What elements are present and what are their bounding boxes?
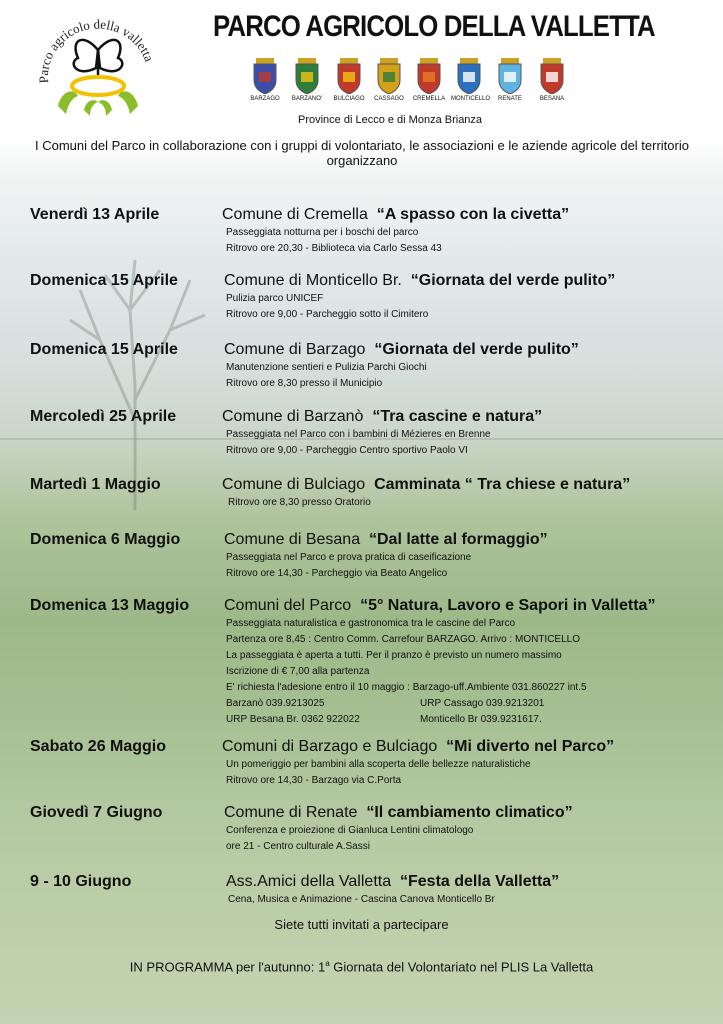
crest-label: CASSAGO [374, 96, 404, 102]
event-heading [222, 476, 630, 494]
crest-label: MONTICELLO [451, 96, 491, 102]
event-heading [224, 272, 615, 290]
event-organizer: Comune di Barzanò [222, 408, 364, 425]
event-organizer: Comuni del Parco [224, 597, 352, 614]
event-title: Camminata “ Tra chiese e natura” [374, 476, 631, 493]
event-date: Martedì 1 Maggio [30, 476, 161, 493]
event-detail: Ritrovo ore 9,00 - Parcheggio Centro sportivo Paolo VI [226, 445, 468, 456]
event-organizer: Comuni di Barzago e Bulciago [222, 738, 438, 755]
event-detail: Ritrovo ore 14,30 - Parcheggio via Beato Angelico [226, 568, 448, 579]
event-heading [222, 408, 542, 426]
event-detail: Iscrizione di € 7,00 alla partenza [226, 666, 370, 677]
event-heading [222, 738, 614, 756]
intro-text: I Comuni del Parco in collaborazione con i gruppi di volontariato, le associazioni e le aziende agricole del territorio organizzano [35, 138, 689, 168]
event-date: 9 - 10 Giugno [30, 873, 132, 890]
crest-label: BARZAGO [250, 96, 280, 102]
crest-7-icon [492, 58, 528, 102]
event-heading [224, 804, 573, 822]
crest-label: BARZANO' [291, 96, 323, 102]
logo-text: Parco agricolo della valletta [35, 16, 158, 84]
event-title: “Festa della Valletta” [400, 873, 560, 890]
crest-label: BULCIAGO [333, 96, 365, 102]
event-detail: Passeggiata naturalistica e gastronomica tra le cascine del Parco [226, 618, 516, 629]
crest-5-icon [411, 58, 447, 102]
event-title: “Giornata del verde pulito” [410, 272, 616, 289]
crest-label: RENATE [498, 96, 522, 102]
event-title: “Dal latte al formaggio” [368, 531, 548, 548]
crest-label: CREMELLA [412, 96, 446, 102]
event-title: “Tra cascine e natura” [372, 408, 543, 425]
event-date: Sabato 26 Maggio [30, 738, 167, 755]
contact-phone: URP Cassago 039.9213201 [420, 698, 545, 709]
event-title: “Il cambiamento climatico” [366, 804, 573, 821]
event-detail: Passeggiata notturna per i boschi del parco [226, 227, 419, 238]
event-date: Mercoledì 25 Aprile [30, 408, 177, 425]
event-detail: Un pomeriggio per bambini alla scoperta delle bellezze naturalistiche [226, 759, 531, 770]
crest-label: BESANA [539, 96, 565, 102]
event-organizer: Comune di Bulciago [222, 476, 366, 493]
event-detail: Conferenza e proiezione di Gianluca Lentini climatologo [226, 825, 474, 836]
event-title: “A spasso con la civetta” [376, 206, 570, 223]
crest-2-icon [289, 58, 325, 102]
event-date: Domenica 13 Maggio [30, 597, 190, 614]
sun-ring-icon [72, 77, 124, 95]
event-detail: Manutenzione sentieri e Pulizia Parchi Giochi [226, 362, 427, 373]
event-detail: Ritrovo ore 20,30 - Biblioteca via Carlo Sessa 43 [226, 243, 442, 254]
event-organizer: Comune di Monticello Br. [224, 272, 402, 289]
event-title: “Giornata del verde pulito” [374, 341, 579, 358]
event-title: “5° Natura, Lavoro e Sapori in Valletta” [360, 597, 656, 614]
municipal-crests [247, 58, 567, 112]
event-date: Domenica 6 Maggio [30, 531, 181, 548]
event-title: “Mi diverto nel Parco” [446, 738, 615, 755]
contact-phone: Monticello Br 039.9231617. [420, 714, 542, 725]
event-heading [224, 341, 579, 359]
crest-6-icon [451, 58, 491, 102]
event-detail: La passeggiata è aperta a tutti. Per il pranzo è previsto un numero massimo [226, 650, 562, 661]
contact-phone: URP Besana Br. 0362 922022 [226, 714, 360, 725]
event-organizer: Comune di Renate [224, 804, 358, 821]
page-title: PARCO AGRICOLO DELLA VALLETTA [213, 10, 655, 43]
provinces-subtitle: Province di Lecco e di Monza Brianza [298, 114, 483, 126]
event-detail: Passeggiata nel Parco e prova pratica di caseificazione [226, 552, 472, 563]
invite-text: Siete tutti invitati a partecipare [274, 917, 449, 932]
event-organizer: Comune di Besana [224, 531, 361, 548]
program-note: IN PROGRAMMA per l'autunno: 1$^a$ Giornata del Volontariato nel PLIS La Valletta [129, 959, 594, 975]
event-date: Giovedì 7 Giugno [30, 804, 163, 821]
crest-4-icon [371, 58, 407, 102]
event-detail: E' richiesta l'adesione entro il 10 maggio : Barzago-uff.Ambiente 031.860227 int.5 [226, 682, 587, 693]
event-date: Domenica 15 Aprile [30, 341, 178, 358]
event-detail: Ritrovo ore 8,30 presso il Municipio [226, 378, 383, 389]
event-detail: Cena, Musica e Animazione - Cascina Canova Monticello Br [228, 894, 495, 905]
event-detail: Partenza ore 8,45 : Centro Comm. Carrefour BARZAGO. Arrivo : MONTICELLO [226, 634, 580, 645]
contact-phone: Barzanò 039.9213025 [226, 698, 325, 709]
event-heading [222, 206, 569, 224]
event-detail: ore 21 - Centro culturale A.Sassi [226, 841, 370, 852]
event-detail: Passeggiata nel Parco con i bambini di Mézieres en Brenne [226, 429, 491, 440]
event-organizer: Comune di Cremella [222, 206, 368, 223]
event-detail: Ritrovo ore 8,30 presso Oratorio [228, 497, 371, 508]
event-detail: Ritrovo ore 9,00 - Parcheggio sotto il Cimitero [226, 309, 429, 320]
park-logo [28, 10, 168, 122]
butterfly-icon [74, 40, 123, 76]
event-detail: Ritrovo ore 14,30 - Barzago via C.Porta [226, 775, 402, 786]
crest-1-icon [247, 58, 283, 102]
event-organizer: Ass.Amici della Valletta [226, 873, 392, 890]
event-date: Domenica 15 Aprile [30, 272, 178, 289]
crest-3-icon [331, 58, 367, 102]
crest-8-icon [534, 58, 570, 102]
event-organizer: Comune di Barzago [224, 341, 366, 358]
event-date: Venerdì 13 Aprile [30, 206, 160, 223]
event-heading [224, 531, 548, 549]
event-heading [226, 873, 559, 891]
event-detail: Pulizia parco UNICEF [226, 293, 324, 304]
event-heading [224, 597, 655, 615]
